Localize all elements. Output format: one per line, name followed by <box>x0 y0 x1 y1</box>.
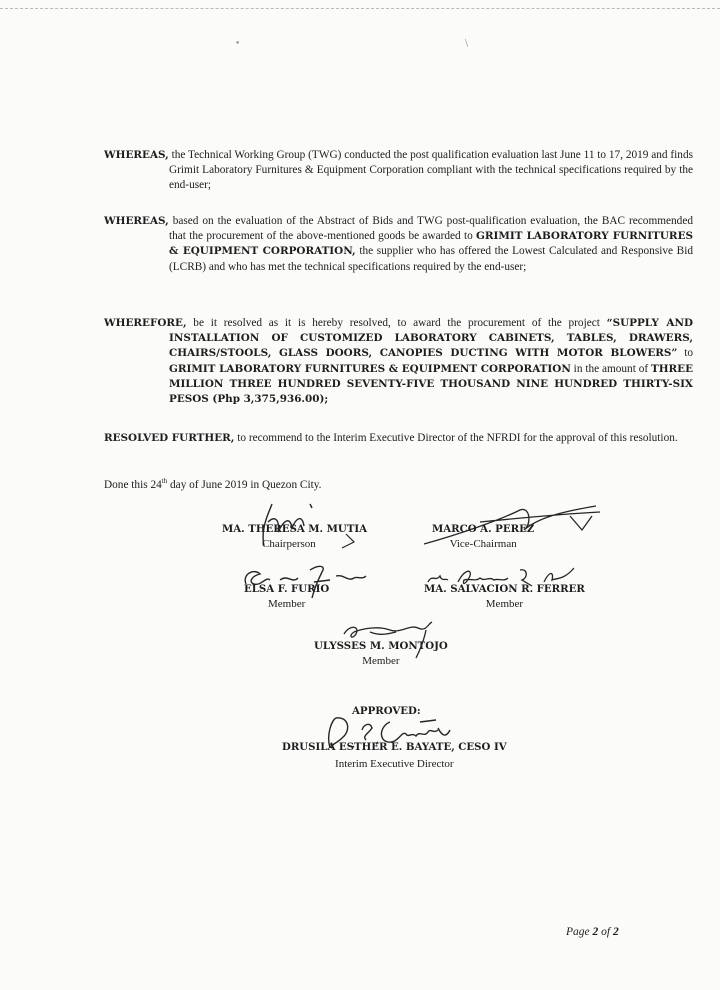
approver-name: DRUSILA ESTHER E. BAYATE, CESO IV <box>282 741 507 753</box>
paragraph-text: the supplier who has offered the Lowest Calculated and Responsive Bid (LCRB) and who has met the technical specifications required by the end-user; <box>169 245 693 273</box>
signature-mutia <box>250 498 360 558</box>
paragraph-keyword: WHEREFORE, <box>104 317 187 329</box>
supplier-name: GRIMIT LABORATORY FURNITURES & EQUIPMENT CORPORATION, <box>169 230 693 258</box>
signature-furio <box>240 556 370 606</box>
whereas-paragraph-1 <box>104 148 693 194</box>
signature-bayate <box>318 708 458 760</box>
resolved-further-paragraph <box>104 431 693 446</box>
paragraph-keyword: WHEREAS, <box>104 149 169 161</box>
done-line: Done this 24th day of June 2019 in Quezon City. <box>104 477 322 491</box>
signatory-name: MA. THERESA M. MUTIA <box>222 523 368 535</box>
award-amount: THREE MILLION THREE HUNDRED SEVENTY-FIVE THOUSAND NINE HUNDRED THIRTY-SIX PESOS (Php 3,375,936.00); <box>169 362 693 406</box>
scan-speck: • <box>235 39 241 49</box>
scan-edge-line <box>0 8 720 9</box>
signatory-role: Member <box>362 655 400 667</box>
signatory-name: MARCO A. PEREZ <box>432 523 535 535</box>
paragraph-text: to <box>677 347 693 360</box>
approver-role: Interim Executive Director <box>335 758 454 770</box>
signature-perez <box>420 500 610 550</box>
paragraph-text: be it resolved as it is hereby resolved, to award the procurement of the project <box>186 317 607 329</box>
signatory-role: Member <box>485 598 524 610</box>
signatory-role: Vice-Chairman <box>449 538 517 550</box>
signature-ferrer <box>424 560 584 596</box>
paragraph-text: the Technical Working Group (TWG) conducted the post qualification evaluation last June 11 to 17, 2019 and finds Grimit Laboratory Furnitures & Equipment Corporation compliant with the technical specifications required by the end-user; <box>168 149 693 192</box>
paragraph-keyword: RESOLVED FURTHER, <box>104 432 235 444</box>
signatory-name: ULYSSES M. MONTOJO <box>314 640 448 652</box>
paragraph-text: in the amount of <box>570 362 651 375</box>
paragraph-text: based on the evaluation of the Abstract of Bids and TWG post-qualification evaluation, the BAC recommended that the procurement of the above-mentioned goods be awarded to <box>168 215 693 243</box>
signatory-name: MA. SALVACION R. FERRER <box>424 583 585 595</box>
paragraph-keyword: WHEREAS, <box>104 215 169 227</box>
supplier-name: GRIMIT LABORATORY FURNITURES & EQUIPMENT CORPORATION <box>169 362 571 375</box>
signatory-role: Chairperson <box>262 538 316 550</box>
approved-label: APPROVED: <box>352 705 421 717</box>
whereas-paragraph-2 <box>104 214 693 275</box>
signature-montojo <box>340 614 440 664</box>
project-title: “SUPPLY AND INSTALLATION OF CUSTOMIZED LABORATORY CABINETS, TABLES, DRAWERS, CHAIRS/STOOLS, GLASS DOORS, CANOPIES DUCTING WITH MOTOR BLOWERS” <box>169 317 693 360</box>
signatory-role: Member <box>268 598 306 610</box>
wherefore-paragraph <box>104 316 693 407</box>
page-number: Page 2 of 2 <box>566 926 619 938</box>
paragraph-text: to recommend to the Interim Executive Director of the NFRDI for the approval of this resolution. <box>234 432 678 444</box>
scan-speck: \ <box>465 39 469 49</box>
signatory-name: ELSA F. FURIO <box>244 583 330 595</box>
